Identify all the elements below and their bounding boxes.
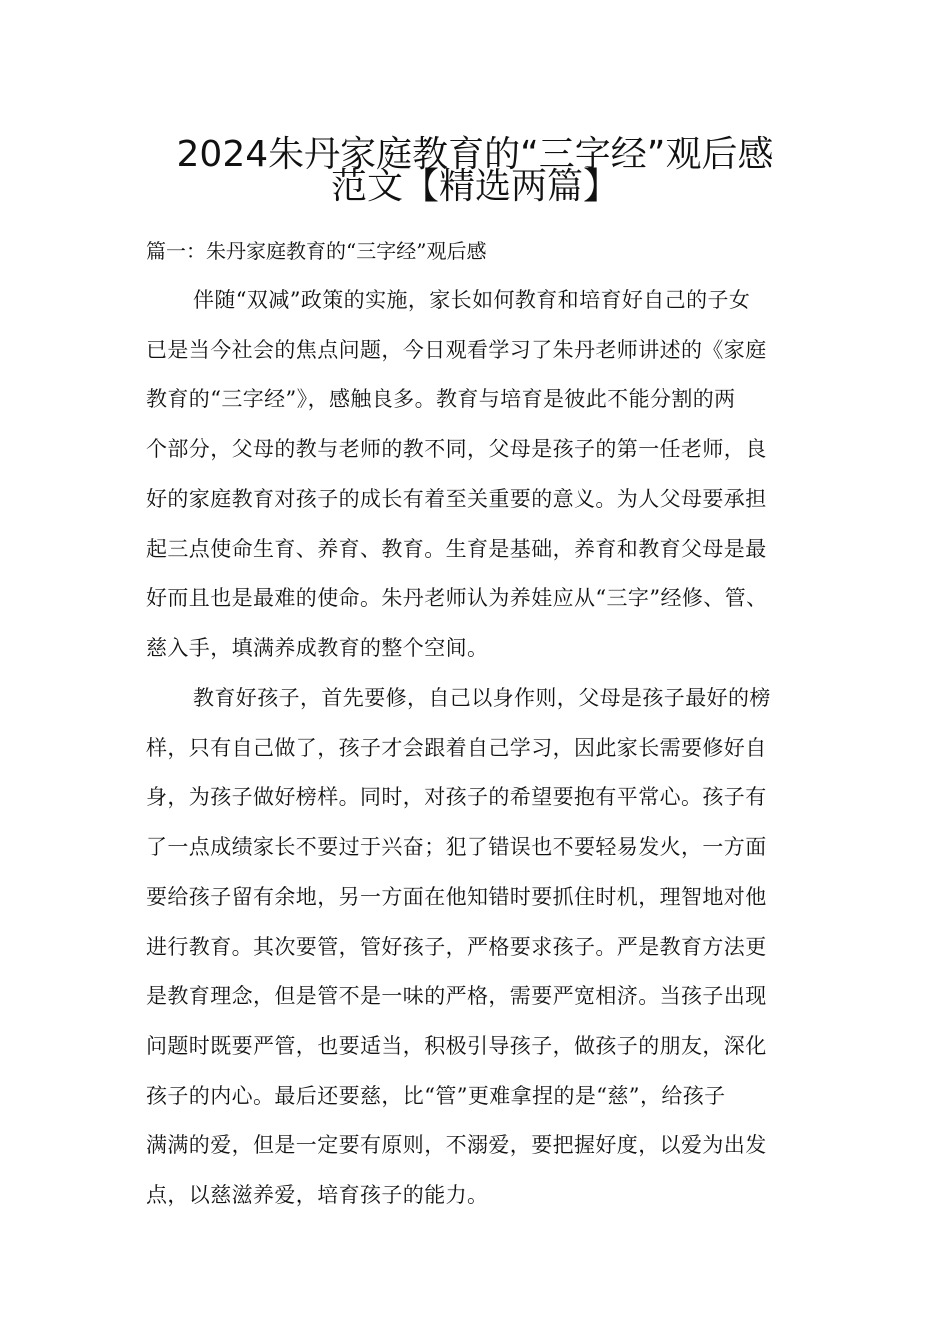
paragraph-line: 点，以慈滋养爱，培育孩子的能力。 bbox=[146, 1183, 489, 1208]
section-heading: 篇一：朱丹家庭教育的“三字经”观后感 bbox=[146, 239, 487, 263]
paragraph-line: 个部分，父母的教与老师的教不同，父母是孩子的第一任老师，良 bbox=[146, 437, 767, 462]
paragraph-line: 好而且也是最难的使命。朱丹老师认为养娃应从“三字”经修、管、 bbox=[146, 586, 768, 611]
paragraph-line: 要给孩子留有余地，另一方面在他知错时要抓住时机，理智地对他 bbox=[146, 884, 767, 909]
paragraph-line: 问题时既要严管，也要适当，积极引导孩子，做孩子的朋友，深化 bbox=[146, 1033, 767, 1058]
paragraph-line: 满满的爱，但是一定要有原则，不溺爱，要把握好度，以爱为出发 bbox=[146, 1133, 767, 1158]
paragraph-line: 起三点使命生育、养育、教育。生育是基础，养育和教育父母是最 bbox=[146, 536, 767, 561]
document-title-line2: 范文【精选两篇】 bbox=[330, 166, 619, 207]
paragraph-line: 伴随“双减”政策的实施，家长如何教育和培育好自己的子女 bbox=[193, 288, 751, 312]
paragraph-line: 教育好孩子，首先要修，自己以身作则，父母是孩子最好的榜 bbox=[193, 686, 771, 710]
paragraph-line: 慈入手，填满养成教育的整个空间。 bbox=[146, 635, 489, 660]
paragraph-line: 已是当今社会的焦点问题，今日观看学习了朱丹老师讲述的《家庭 bbox=[146, 337, 767, 362]
paragraph-line: 身，为孩子做好榜样。同时，对孩子的希望要抱有平常心。孩子有 bbox=[146, 785, 767, 810]
paragraph-1 bbox=[146, 276, 806, 674]
paragraph-line: 了一点成绩家长不要过于兴奋；犯了错误也不要轻易发火，一方面 bbox=[146, 835, 767, 860]
paragraph-line: 好的家庭教育对孩子的成长有着至关重要的意义。为人父母要承担 bbox=[146, 486, 767, 511]
paragraph-line: 孩子的内心。最后还要慈，比“管”更难拿捏的是“慈”，给孩子 bbox=[146, 1083, 726, 1108]
paragraph-line: 是教育理念，但是管不是一味的严格，需要严宽相济。当孩子出现 bbox=[146, 984, 767, 1009]
paragraph-line: 样，只有自己做了，孩子才会跟着自己学习，因此家长需要修好自 bbox=[146, 735, 767, 760]
paragraph-line: 进行教育。其次要管，管好孩子，严格要求孩子。严是教育方法更 bbox=[146, 934, 767, 959]
paragraph-2 bbox=[146, 674, 806, 1221]
paragraph-line: 教育的“三字经”》，感触良多。教育与培育是彼此不能分割的两 bbox=[146, 387, 736, 412]
document-title-line1: 2024朱丹家庭教育的“三字经”观后感 bbox=[176, 134, 774, 175]
